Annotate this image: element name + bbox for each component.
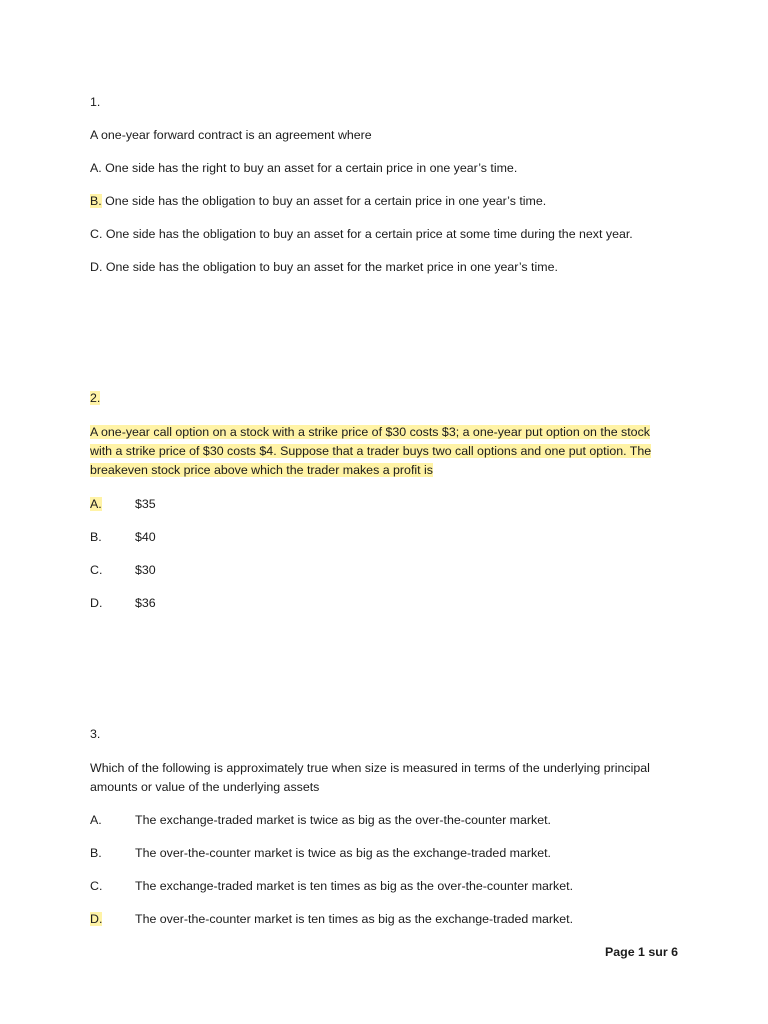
q2-option-d-text: $36 bbox=[135, 596, 156, 610]
q1-number: 1. bbox=[90, 95, 101, 109]
q3-option-d bbox=[90, 910, 573, 929]
q1-option-b-letter: B. bbox=[90, 194, 102, 208]
q3-question-line-1: Which of the following is approximately true when size is measured in terms of the underlying principal bbox=[90, 761, 650, 775]
q3-option-b-letter: B. bbox=[90, 846, 102, 860]
q1-option-b-text: One side has the obligation to buy an asset for a certain price in one year’s time. bbox=[101, 194, 547, 208]
q1-question: A one-year forward contract is an agreement where bbox=[90, 128, 372, 142]
q2-option-a-text: $35 bbox=[135, 497, 156, 511]
q3-option-b bbox=[90, 844, 551, 863]
q1-option-d-text: One side has the obligation to buy an asset for the market price in one year’s time. bbox=[102, 260, 558, 274]
q1-option-b bbox=[90, 192, 546, 211]
q2-question-line-3-text: breakeven stock price above which the trader makes a profit is bbox=[90, 463, 433, 477]
q2-question-line-1-text: A one-year call option on a stock with a strike price of $30 costs $3; a one-year put option on the stock bbox=[90, 425, 650, 439]
q1-option-c-text: One side has the obligation to buy an asset for a certain price at some time during the next year. bbox=[102, 227, 633, 241]
q2-option-c-letter: C. bbox=[90, 563, 103, 577]
q2-option-d-letter: D. bbox=[90, 596, 103, 610]
q3-option-c bbox=[90, 877, 573, 896]
q1-option-d bbox=[90, 258, 558, 277]
q2-question-line-2 bbox=[90, 442, 651, 461]
q3-option-d-letter: D. bbox=[90, 912, 103, 926]
q2-option-b-text: $40 bbox=[135, 530, 156, 544]
q3-option-d-text: The over-the-counter market is ten times as big as the exchange-traded market. bbox=[135, 912, 574, 926]
q1-option-a bbox=[90, 159, 517, 178]
q3-option-d-letter-cell bbox=[90, 910, 135, 929]
q2-option-b-letter: B. bbox=[90, 530, 102, 544]
q1-option-c-letter: C. bbox=[90, 227, 103, 241]
q2-question-line-3 bbox=[90, 461, 433, 480]
q2-option-c bbox=[90, 561, 156, 580]
q1-option-c bbox=[90, 225, 633, 244]
q2-option-a-letter: A. bbox=[90, 497, 102, 511]
q2-question-line-1 bbox=[90, 423, 650, 442]
q3-option-c-letter: C. bbox=[90, 879, 103, 893]
page-number: Page 1 sur 6 bbox=[604, 945, 678, 959]
q2-option-b bbox=[90, 528, 156, 547]
q2-option-a-letter-cell bbox=[90, 495, 135, 514]
q1-option-a-text: One side has the right to buy an asset for a certain price in one year’s time. bbox=[101, 161, 518, 175]
q1-option-a-letter: A. bbox=[90, 161, 102, 175]
q3-option-a bbox=[90, 811, 551, 830]
q3-option-c-text: The exchange-traded market is ten times as big as the over-the-counter market. bbox=[135, 879, 574, 893]
q2-option-a bbox=[90, 495, 156, 514]
q3-option-a-letter: A. bbox=[90, 813, 102, 827]
q2-option-c-text: $30 bbox=[135, 563, 156, 577]
q2-question-line-2-text: with a strike price of $30 costs $4. Suppose that a trader buys two call options and one put option. The bbox=[90, 444, 652, 458]
q1-option-d-letter: D. bbox=[90, 260, 103, 274]
q2-number: 2. bbox=[90, 391, 101, 405]
q3-question-line-2: amounts or value of the underlying assets bbox=[90, 780, 320, 794]
q2-option-d bbox=[90, 594, 156, 613]
q2-number-row bbox=[90, 389, 100, 408]
q3-number: 3. bbox=[90, 727, 101, 741]
q3-option-b-text: The over-the-counter market is twice as big as the exchange-traded market. bbox=[135, 846, 551, 860]
q3-option-a-text: The exchange-traded market is twice as big as the over-the-counter market. bbox=[135, 813, 551, 827]
